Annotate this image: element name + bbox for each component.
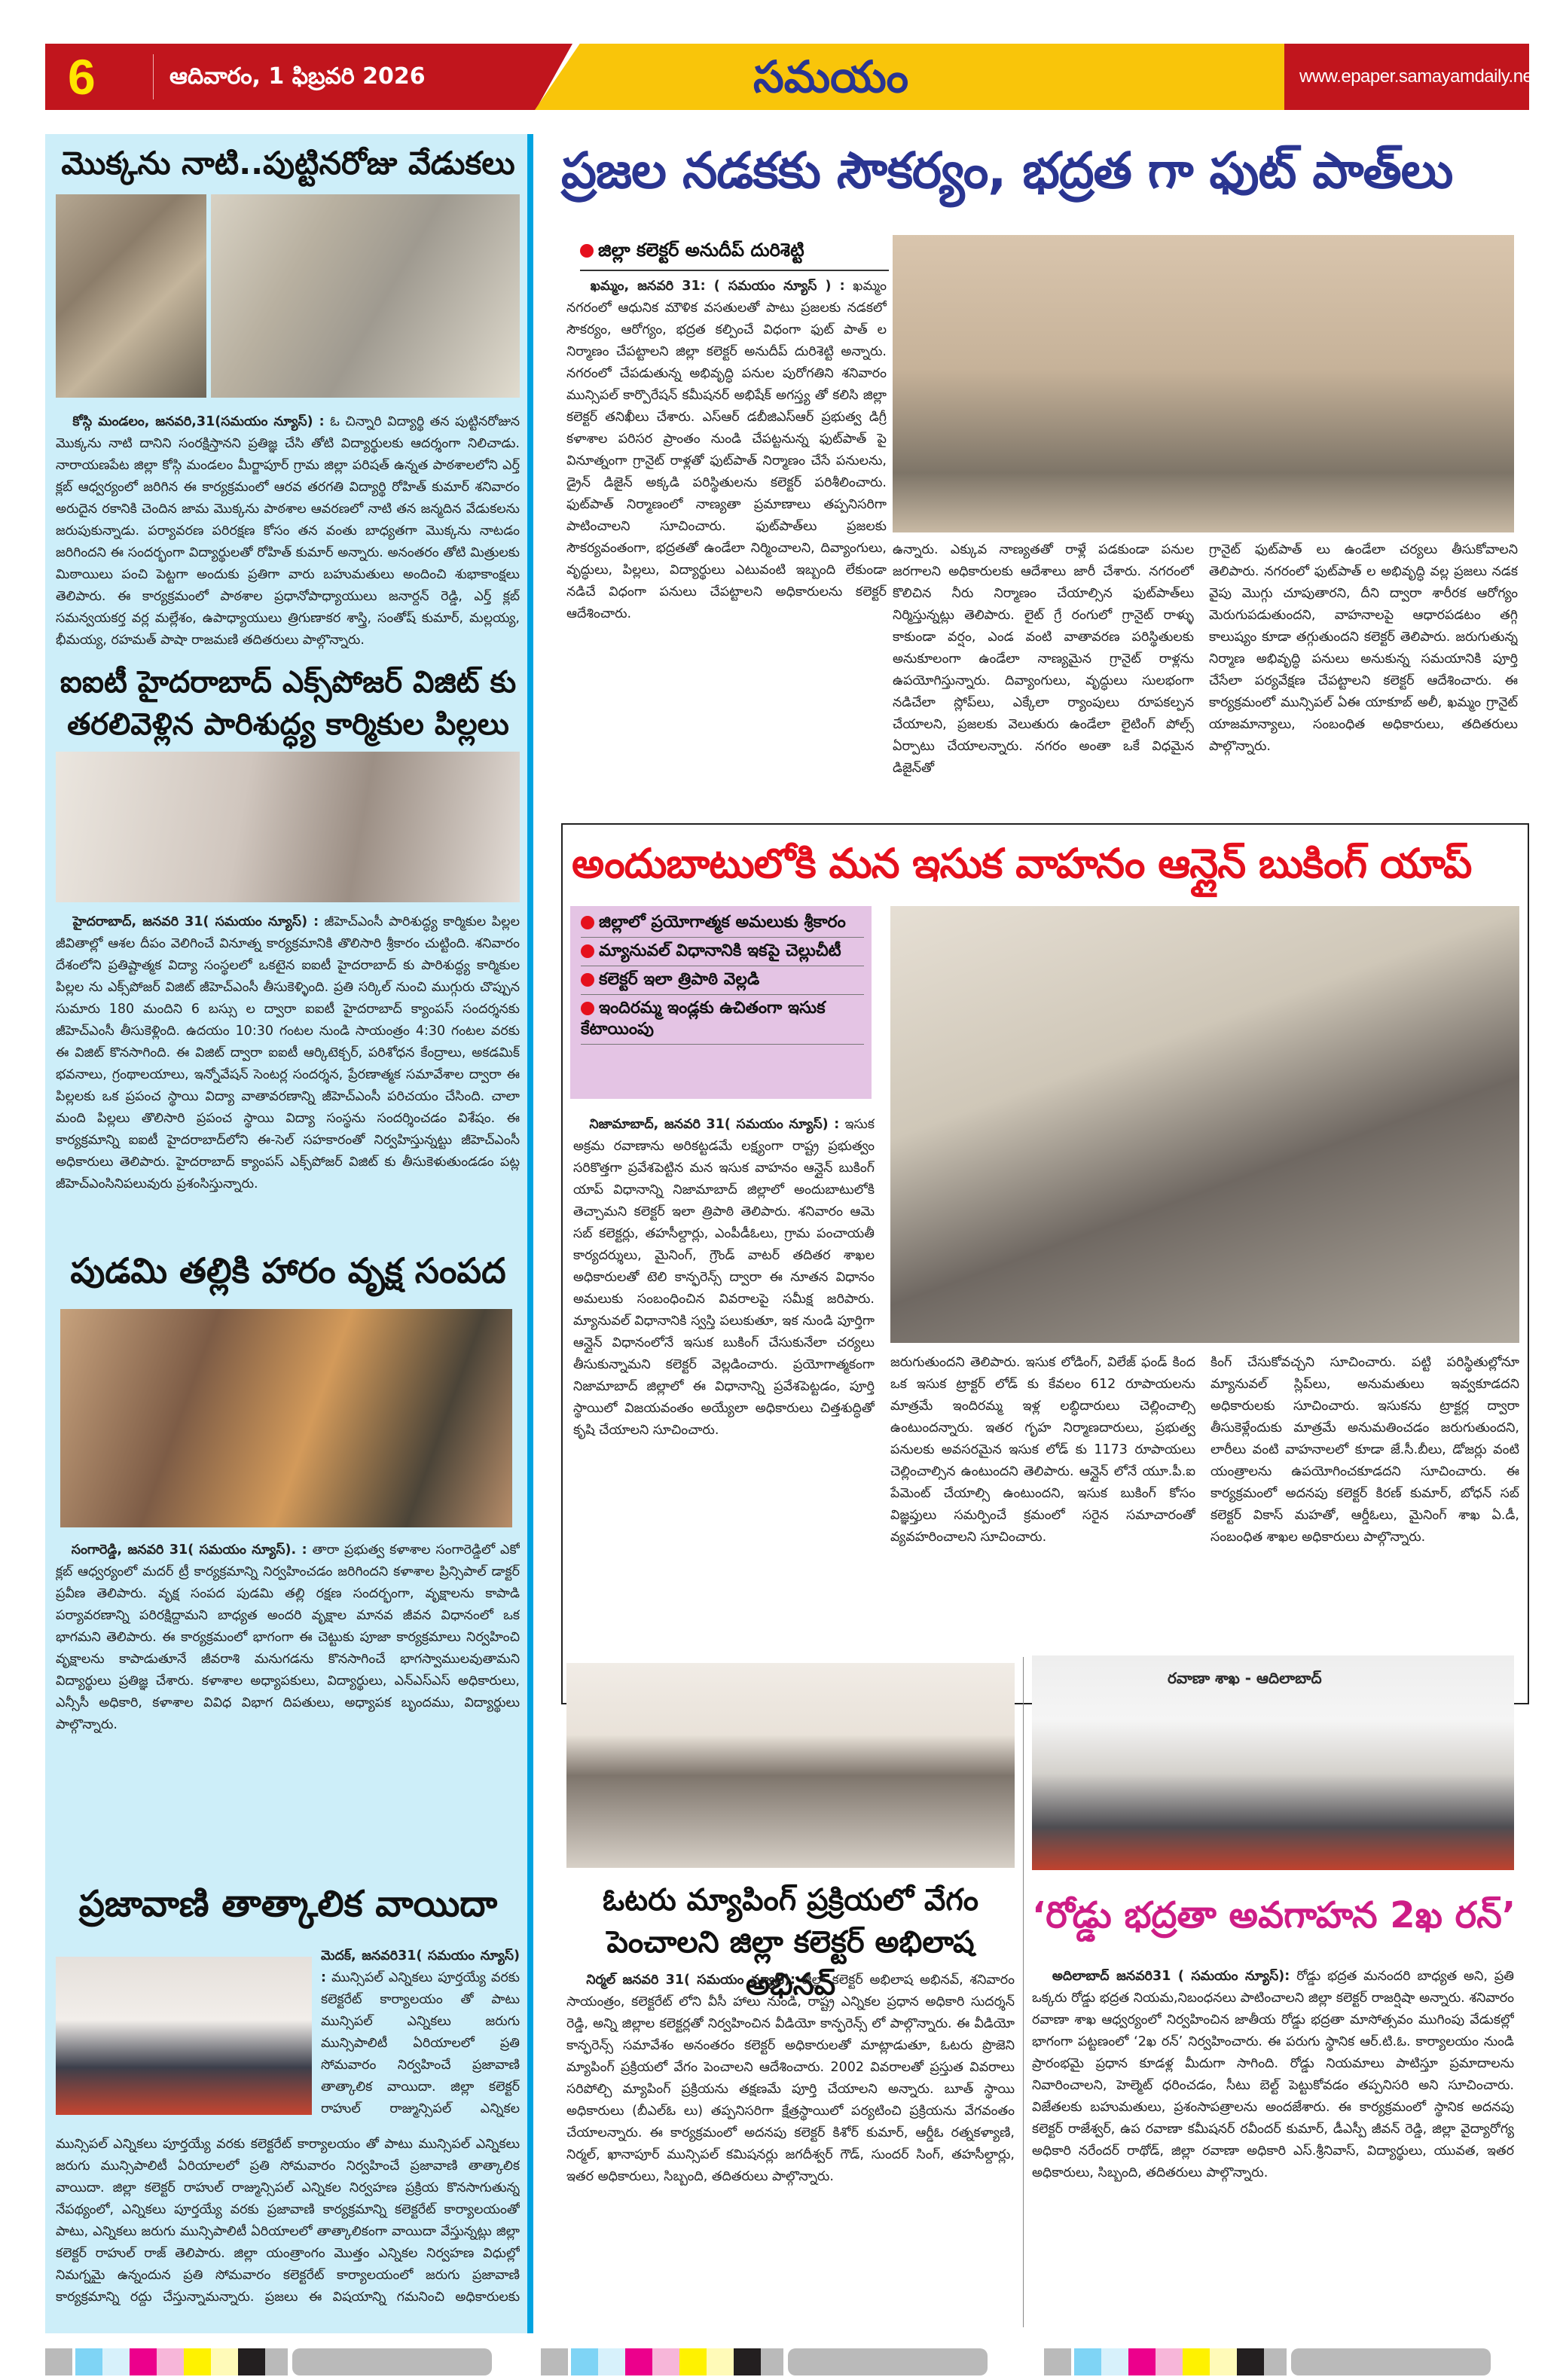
highlight-text: కలెక్టర్ ఇలా త్రిపాఠి వెల్లడి <box>599 970 760 989</box>
color-swatch <box>1128 2348 1156 2375</box>
sand-story-highlights <box>570 906 872 1099</box>
photo-banner-text: రవాణా శాఖ - ఆదిలాబాద్ <box>1168 1669 1322 1687</box>
highlight-text: జిల్లాలో ప్రయోగాత్మక అమలుకు శ్రీకారం <box>599 913 846 932</box>
story2-dateline: హైదరాబాద్, జనవరి 31( సమయం న్యూస్) : <box>72 914 319 929</box>
color-swatch <box>625 2348 652 2375</box>
registration-pill <box>788 2348 988 2375</box>
color-swatch <box>707 2348 734 2375</box>
main-story-headline: ప్రజల నడకకు సౌకర్యం, భద్రత గా ఫుట్ పాత్‌లు <box>561 142 1453 200</box>
story2-headline-line2: తరలివెళ్లిన పారిశుద్ధ్య కార్మికుల పిల్లలు <box>67 707 509 742</box>
highlight-text: ఇందిరమ్మ ఇండ్లకు ఉచితంగా ఇసుక కేటాయింపు <box>581 999 826 1039</box>
voter-story-dateline: నిర్మల్ జనవరి 31( సమయం న్యూస్): <box>586 1973 796 1988</box>
story4-text-continued: మున్సిపల్ ఎన్నికలు పూర్తయ్యే వరకు కలెక్టరేట్ కార్యాలయం తో పాటు మున్సిపల్ ఎన్నికలు జరుగు మున్సిపాలిటీ ఏరియాలలో ప్రతి సోమవారం నిర్వహించే ప్రజావాణి తాత్కాలిక వాయిదా. జిల్లా కలెక్టర్ రాహుల్ రాజ్మున్సిపల్ ఎన్నికల నిర్వహణ ప్రక్రియ కొనసాగుతున్న నేపథ్యంలో, ఎన్నికలు పూర్తయ్యే వరకు ప్రజావాణి కార్యక్రమాన్ని కలెక్టరేట్ కార్యాలయంతో పాటు, ఎన్నికలు జరుగు మున్సిపాలిటీ ఏరియాలలో తాత్కాలికంగా వాయిదా వేస్తున్నట్లు జిల్లా కలెక్టర్ రాహుల్ రాజ్ తెలిపారు. జిల్లా యంత్రాంగం మొత్తం ఎన్నికల నిర్వహణ విధుల్లో నిమగ్నమై ఉన్నందున ప్రతి సోమవారం కలెక్టరేట్ కార్యాలయంలో జరుగు ప్రజావాణి కార్యక్రమాన్ని రద్దు చేస్తున్నామన్నారు. ప్రజలు ఈ విషయాన్ని గమనించి అధికారులకు <box>56 2137 520 2305</box>
story1-photo-left <box>56 194 206 398</box>
highlight-text: మ్యానువల్ విధానానికి ఇకపై చెల్లుచీటీ <box>599 941 841 960</box>
sand-app-story-box <box>561 823 1529 1704</box>
sand-story-col2: జరుగుతుందని తెలిపారు. ఇసుక లోడింగ్, విలేజ్ ఫండ్ కింద ఒక ఇసుక ట్రాక్టర్ లోడ్ కు కేవలం 612 రూపాయలను మాత్రమే ఇందిరమ్మ ఇళ్ల లబ్ధిదారులు చెల్లించాల్సి ఉంటుందన్నారు. ఇతర గృహ నిర్మాణదారులు, ప్రభుత్వ పనులకు అవసరమైన ఇసుక లోడ్ కు 1173 రూపాయలు చెల్లించాల్సిన ఉంటుందని తెలిపారు. ఆన్లైన్ లోనే యూ.పీ.ఐ పేమెంట్ చేయాల్సి ఉంటుందని, ఇసుక బుకింగ్ కోసం విజ్ఞప్తులు సమర్పించే క్రమంలో సరైన సమాచారంతో వ్యవహరించాలని సూచించారు. <box>890 1355 1195 1545</box>
sand-story-col1 <box>573 1114 875 1682</box>
story4-dateline: మెదక్, జనవరి31( సమయం న్యూస్) : <box>321 1948 520 1985</box>
sand-story-col3: కింగ్ చేసుకోవచ్చని సూచించారు. పట్టి పరిస్థితుల్లోనూ మ్యానువల్ స్లిప్‌లు, అనుమతులు ఇవ్వకూడదని అధికారులకు సూచించారు. ఇసుకను ట్రాక్టర్ల ద్వారా తీసుకెళ్లేందుకు మాత్రమే అనుమతించడం జరుగుతుందని, లారీలు వంటి వాహనాలలో కూడా జే.సీ.బీలు, డోజర్లు వంటి యంత్రాలను ఉపయోగించకూడదని సూచించారు. ఈ కార్యక్రమంలో అదనపు కలెక్టర్ కిరణ్ కుమార్, బోధన్ సబ్ కలెక్టర్ వికాస్ మహతో, ఆర్డీఓలు, మైనింగ్ శాఖ ఏ.డీ, సంబంధిత శాఖల అధికారులు పాల్గొన్నారు. <box>1210 1355 1519 1545</box>
main-story-subhead-text: జిల్లా కలెక్టర్ అనుదీప్ దురిశెట్టి <box>598 240 804 261</box>
voter-story-photo <box>566 1663 1015 1868</box>
story1-dateline: కోస్గి మండలం, జనవరి,31(సమయం న్యూస్) : <box>72 414 325 429</box>
color-swatch <box>1264 2348 1287 2375</box>
color-swatch <box>238 2348 265 2375</box>
color-swatch <box>102 2348 130 2375</box>
color-swatch <box>211 2348 238 2375</box>
voter-story-text: జిల్లా కలెక్టర్ అభిలాష అభినవ్, శనివారం సాయంత్రం, కలెక్టరేట్ లోని వీసీ హాలు నుండి, రాష్ట్ర ఎన్నికల ప్రధాన అధికారి సుదర్శన్ రెడ్డి, అన్ని జిల్లాల కలెక్టర్లతో నిర్వహించిన వీడియో కాన్ఫరెన్స్ లో పాల్గొన్నారు. ఈ వీడియో కాన్ఫరెన్స్ సమావేశం అనంతరం కలెక్టర్ అధికారులతో మాట్లాడుతూ, ఓటరు ప్రొజెని మ్యాపింగ్ ప్రక్రియలో వేగం పెంచాలని ఆదేశించారు. 2002 వివరాలతో ప్రస్తుత వివరాలు సరిపోల్చి మ్యాపింగ్ ప్రక్రియను తక్షణమే పూర్తి చేయాలని అన్నారు. బూత్ స్థాయి అధికారులు (బీఎల్ఓ లు) తప్పనిసరిగా క్షేత్రస్థాయిలో పర్యటించి ప్రక్రియను వేగవంతం చేయాలన్నారు. ఈ కార్యక్రమంలో అదనపు కలెక్టర్ కిశోర్ కుమార్, ఆర్డీఓ రత్నకళ్యాణి, నిర్మల్, ఖానాపూర్ మున్సిపల్ కమిషనర్లు జగదీశ్వర్ గౌడ్, సుందర్ సింగ్, తహసీల్దార్లు, ఇతర అధికారులు, సిబ్బంది, తదితరులు పాల్గొన్నారు. <box>566 1973 1015 2184</box>
road-story-dateline: అదిలాబాద్ జనవరి31 ( సమయం న్యూస్): <box>1052 1969 1290 1984</box>
main-story-photo <box>893 235 1514 532</box>
story4-body-side <box>321 1945 520 2120</box>
color-swatch <box>679 2348 707 2375</box>
main-story-col2: ఉన్నారు. ఎక్కువ నాణ్యతతో రాళ్లే పడకుండా పనుల జరగాలని అధికారులకు ఆదేశాలు జారీ చేశారు. నగరంలో కొలిచిన నీరు నిర్మాణం చేయాల్సిన ఫుట్‌పాత్‌లు నిర్మిస్తున్నట్లు తెలిపారు. లైట్ గ్రే రంగులో గ్రానైట్ రాళ్ళు కాకుండా వర్షం, ఎండ వంటి వాతావరణ పరిస్థితులకు అనుకూలంగా ఉండేలా నాణ్యమైన గ్రానైట్ రాళ్లను ఉపయోగిస్తున్నారు. దివ్యాంగులు, వృద్ధులు సులభంగా నడిచేలా స్లోప్‌లు, ఎక్కేలా ర్యాంపులు రూపకల్పన చేయాలని, ప్రజలకు వెలుతురు ఉండేలా లైటింగ్ పోల్స్ ఏర్పాటు చేయాలన్నారు. నగరం అంతా ఒకే విధమైన డిజైన్‌తో <box>893 542 1194 776</box>
story2-headline-line1: ఐఐటీ హైదరాబాద్ ఎక్స్‌పోజర్ విజిట్ కు <box>60 665 517 700</box>
story4-text: మున్సిపల్ ఎన్నికలు పూర్తయ్యే వరకు కలెక్టరేట్ కార్యాలయం తో పాటు మున్సిపల్ ఎన్నికలు జరుగు మున్సిపాలిటీ ఏరియాలలో ప్రతి సోమవారం నిర్వహించే ప్రజావాణి తాత్కాలిక వాయిదా. జిల్లా కలెక్టర్ రాహుల్ రాజ్మున్సిపల్ ఎన్నికల <box>321 1970 520 2116</box>
story2-headline <box>45 661 531 746</box>
bullet-dot-icon <box>581 944 594 958</box>
color-swatch <box>1183 2348 1210 2375</box>
story4-headline: ప్రజావాణి తాత్కాలిక వాయిదా <box>78 1883 498 1925</box>
main-story-col3: గ్రానైట్ ఫుట్‌పాత్ లు ఉండేలా చర్యలు తీసుకోవాలని తెలిపారు. నగరంలో ఫుట్‌పాత్ ల అభివృద్ధి వల్ల ప్రజలు నడక వైపు మొగ్గు చూపుతారని, దీని ద్వారా శారీరక ఆరోగ్యం మెరుగుపడుతుందని, వాహనాలపై ఆధారపడటం తగ్గి కాలుష్యం కూడా తగ్గుతుందని కలెక్టర్ తెలిపారు. జరుగుతున్న నిర్మాణ అభివృద్ధి పనులు అనుకున్న సమయానికి పూర్తి చేసేలా పర్యవేక్షణ చేపట్టాలని కలెక్టర్ ఆదేశించారు. ఈ కార్యక్రమంలో మున్సిపల్ ఏఈ యాకూబ్ అలీ, ఖమ్మం గ్రానైట్ యాజమాన్యాలు, సంబంధిత అధికారులు, తదితరులు పాల్గొన్నారు. <box>1209 542 1518 754</box>
bullet-dot-icon <box>581 1002 594 1015</box>
bullet-dot-icon <box>580 244 594 258</box>
masthead-center-band <box>535 44 1284 110</box>
story3-text: తారా ప్రభుత్వ కళాశాల సంగారెడ్డిలో ఎకో క్లబ్ ఆధ్వర్యంలో మదర్ ట్రీ కార్యక్రమాన్ని నిర్వహించడం జరిగిందని కళాశాల ప్రిన్సిపాల్ డాక్టర్ ప్రవీణ తెలిపారు. వృక్ష సంపద పుడమి తల్లి రక్షణ సందర్భంగా, వృక్షాలను కాపాడి పర్యావరణాన్ని పరిరక్షిద్దామని బాధ్యత అందరి వృక్షాల మానవ జీవన విధానంలో ఒక భాగమని తెలిపారు. ఈ కార్యక్రమంలో భాగంగా ఈ చెట్టుకు పూజా కార్యక్రమాలు నిర్వహించి వృక్షాలను కాపాడుతూనే జీవరాశి మనుగడను కొనసాగించే భాగస్వాములవుతామని విద్యార్థులు ప్రతిజ్ఞ చేశారు. కళాశాల అధ్యాపకులు, విద్యార్థులు, ఎన్ఎస్ఎస్ అధికారులు, ఎన్సీసీ అధికారి, కళాశాల వివిధ విభాగ దిపతులు, అధ్యాపక బృందము, విద్యార్థులు పాల్గొన్నారు. <box>56 1542 520 1732</box>
highlight-item <box>581 998 864 1045</box>
left-column-edge <box>527 134 533 2333</box>
road-story-body <box>1032 1966 1514 2315</box>
registration-pill <box>1291 2348 1491 2375</box>
newspaper-title: సమయం <box>753 51 909 102</box>
story1-body <box>56 411 520 651</box>
story2-body <box>56 911 520 1239</box>
highlight-item <box>581 969 864 995</box>
voter-story-body <box>566 1970 1015 2319</box>
main-story-col1-text: ఖమ్మం నగరంలో ఆధునిక మౌళిక వసతులతో పాటు ప్రజలకు నడకలో సౌకర్యం, ఆరోగ్యం, భద్రత కల్పించే విధంగా ఫుట్ పాత్ ల నిర్మాణం చేపట్టాలని జిల్లా కలెక్టర్ అనుదీప్ దురిశెట్టి అన్నారు. నగరంలో చేపడుతున్న అభివృద్ధి పనుల పురోగతిని శనివారం మున్సిపల్ కార్పొరేషన్ కమీషనర్ అభిషేక్ అగస్త్య తో కలిసి జిల్లా కలెక్టర్ తనిఖీలు చేశారు. ఎస్ఆర్ డబీజిఎస్ఆర్ ప్రభుత్వ డిగ్రీ కళాశాల పరిసర ప్రాంతం నుండి చేపట్టనున్న ఫుట్‌పాత్ పై వినూత్నంగా గ్రానైట్ రాళ్లతో ఫుట్‌పాత్ నిర్మాణం చేసే పనులను, డ్రైన్ డిజైన్ అక్కడి పరిస్థితులను కలెక్టర్ పరిశీలించారు. ఫుట్‌పాత్ నిర్మాణంలో నాణ్యతా ప్రమాణాలు తప్పనిసరిగా పాటించాలని సూచించారు. ఫుట్‌పాత్‌లు ప్రజలకు సౌకర్యవంతంగా, భద్రతతో ఉండేలా నిర్మించాలని, దివ్యాంగులు, వృద్ధులు, పిల్లలు, విద్యార్థులు ఎటువంటి ఇబ్బంది లేకుండా నడిచే విధంగా పనులు చేపట్టాలని అధికారులను కలెక్టర్ ఆదేశించారు. <box>566 279 887 621</box>
voter-headline-line1: ఓటరు మ్యాపింగ్ ప్రక్రియలో వేగం <box>603 1883 978 1918</box>
issue-date: ఆదివారం, 1 ఫిబ్రవరి 2026 <box>169 63 426 90</box>
color-swatch <box>734 2348 761 2375</box>
color-swatch <box>541 2348 568 2375</box>
color-swatch <box>130 2348 157 2375</box>
color-swatch <box>157 2348 184 2375</box>
bullet-dot-icon <box>581 973 594 987</box>
color-swatch <box>761 2348 783 2375</box>
main-story-dateline: ఖమ్మం, జనవరి 31: ( సమయం న్యూస్ ) : <box>590 279 845 294</box>
story2-photo <box>56 752 520 902</box>
left-column <box>45 134 531 2333</box>
story1-headline: మొక్కను నాటి..పుట్టినరోజు వేడుకలు <box>61 145 515 182</box>
story1-photo-right <box>211 194 520 398</box>
story3-photo <box>60 1309 512 1527</box>
story3-dateline: సంగారెడ్డి, జనవరి 31( సమయం న్యూస్). : <box>71 1542 307 1558</box>
highlight-item <box>581 941 864 966</box>
road-story-photo <box>1032 1655 1514 1870</box>
story1-text: ఓ చిన్నారి విద్యార్థి తన పుట్టినరోజున మొక్కను నాటి దానిని సంరక్షిస్తానని ప్రతిజ్ఞ చేసి తోటి విద్యార్థులకు ఆదర్శంగా నిలిచాడు. నారాయణపేట జిల్లా కోస్గి మండలం మీర్జాపూర్ గ్రామ జిల్లా పరిషత్ ఉన్నత పాఠశాలలోని ఎర్త్ క్లబ్ ఆధ్వర్యంలో జరిగిన ఈ కార్యక్రమంలో ఆరవ తరగతి విద్యార్థి రోహిత్ కుమార్ శనివారం అరుదైన రకానికి చెందిన జామ మొక్కను పాఠశాల ఆవరణలో నాటి తన జన్మదిన వేడుకలను జరుపుకున్నాడు. పర్యావరణ పరిరక్షణ కోసం తన వంతు బాధ్యతగా మొక్కను నాటడం జరిగిందని ఈ సందర్భంగా విద్యార్థులతో రోహిత్ కుమార్ అన్నారు. అనంతరం తోటి మిత్రులకు మిఠాయిలు పంచి పెట్టగా అందుకు ప్రతిగా వారు బహుమతులు అందించి శుభాకాంక్షలు తెలిపారు. ఈ కార్యక్రమంలో పాఠశాల ప్రధానోపాధ్యాయులు జనార్దన్ రెడ్డి, ఎర్త్ క్లబ్ సమన్వయకర్త వర్ల మల్లేశం, ఉపాధ్యాయులు త్రిగుణాకర శాస్త్రి, సంతోష్ కుమార్, మల్లయ్య, భీమయ్య, రహమత్ పాషా రాజమణి తదితరులు పాల్గొన్నారు. <box>56 414 520 648</box>
color-swatch <box>184 2348 211 2375</box>
story3-body <box>56 1539 520 1867</box>
main-story-subhead <box>580 240 804 265</box>
color-swatch <box>1074 2348 1101 2375</box>
column-separator <box>1023 1657 1024 2327</box>
color-swatch <box>1044 2348 1071 2375</box>
color-swatch <box>75 2348 102 2375</box>
bullet-dot-icon <box>581 916 594 929</box>
voter-headline-line2: పెంచాలని జిల్లా కలెక్టర్ అభిలాష అభినవ్ <box>606 1925 975 2002</box>
sand-story-meeting-photo <box>890 906 1519 1343</box>
registration-pill <box>292 2348 492 2375</box>
epaper-url-link[interactable]: www.epaper.samayamdaily.net <box>1299 66 1537 87</box>
sand-story-headline: అందుబాటులోకి మన ఇసుక వాహనం ఆన్లైన్ బుకింగ్ యాప్ <box>572 840 1472 887</box>
story4-collector-photo <box>56 1957 312 2115</box>
masthead <box>45 44 1537 110</box>
road-story-headline: ‘రోడ్డు భద్రతా అవగాహన 2ఖ రన్’ <box>1032 1894 1516 1936</box>
color-swatch <box>265 2348 288 2375</box>
story3-headline: పుడమి తల్లికి హారం వృక్ష సంపద <box>70 1250 506 1291</box>
sand-story-col1-text: ఇసుక అక్రమ రవాణాను అరికట్టడమే లక్ష్యంగా రాష్ట్ర ప్రభుత్వం సరికొత్తగా ప్రవేశపెట్టిన మన ఇసుక వాహనం ఆన్లైన్ బుకింగ్ యాప్ విధానాన్ని నిజామాబాద్ జిల్లాలో అందుబాటులోకి తెచ్చామని కలెక్టర్ ఇలా త్రిపాఠి తెలిపారు. శనివారం ఆమె సబ్ కలెక్టర్లు, తహసీల్దార్లు, ఎంపీడీఓలు, గ్రామ పంచాయతీ కార్యదర్శులు, మైనింగ్, గ్రౌండ్ వాటర్ తదితర శాఖల అధికారులతో టెలి కాన్ఫరెన్స్ ద్వారా ఈ నూతన విధానం అమలుకు సంబంధించిన వివరాలపై సమీక్ష జరిపారు. మ్యానువల్ విధానానికి స్వస్తి పలుకుతూ, ఇక నుండి పూర్తిగా ఆన్లైన్ విధానంలోనే ఇసుక బుకింగ్ చేసుకునేలా చర్యలు తీసుకున్నామని కలెక్టర్ వెల్లడించారు. ప్రయోగాత్మకంగా నిజామాబాద్ జిల్లాలో ఈ విధానాన్ని ప్రవేశపెట్టడం, పూర్తి స్థాయిలో విజయవంతం అయ్యేలా అధికారులు చిత్తశుద్ధితో కృషి చేయాలని సూచించారు. <box>573 1117 875 1438</box>
color-swatch <box>1210 2348 1237 2375</box>
subhead-rule <box>580 270 889 271</box>
story2-text: జీహెచ్ఎంసీ పారిశుద్ధ్య కార్మికుల పిల్లల జీవితాల్లో ఆశల దీపం వెలిగించే వినూత్న కార్యక్రమానికి తొలిసారి శ్రీకారం చుట్టింది. శనివారం దేశంలోని ప్రతిష్టాత్మక విద్యా సంస్థలలో ఒకటైన ఐఐటీ హైదరాబాద్ కు పారిశుద్ధ్య కార్మికుల పిల్లల ను ఎక్స్‌పోజర్ విజిట్ జీహెచ్ఎంసీ తీసుకెళ్ళింది. ప్రతి సర్కిల్ నుంచి ముగ్గురు చొప్పున సుమారు 180 మందిని 6 బస్సు ల ద్వారా ఐఐటీ హైదరాబాద్ క్యాంపస్ సందర్శనకు జీహెచ్ఎంసీ తీసుకెళ్లింది. ఉదయం 10:30 గంటల నుండి సాయంత్రం 4:30 గంటల వరకు ఈ విజిట్ కొనసాగింది. ఈ విజిట్ ద్వారా ఐఐటీ ఆర్కిటెక్చర్, పరిశోధన కేంద్రాలు, అకడమిక్ భవనాలు, గ్రంథాలయాలు, ఇన్నోవేషన్ సెంటర్ల సందర్శన, ప్రేరణాత్మక సమావేశాల ద్వారా ఈ పిల్లలకు ఒక ప్రపంచ స్థాయి విద్యా వాతావరణాన్ని జీహెచ్ఎంసీ పరిచయం చేసింది. చాలా మంది పిల్లలు తొలిసారి ప్రపంచ స్థాయి విద్యా సంస్థను సందర్శించడం విశేషం. ఈ కార్యక్రమాన్ని ఐఐటీ హైదరాబాద్‌లోని ఈ-సెల్ సహకారంతో నిర్వహిస్తున్నట్టు జీహెచ్ఎంసీ అధికారులు తెలిపారు. హైదరాబాద్ క్యాంపస్ ఎక్స్‌పోజర్ విజిట్ కు తీసుకెళుతుండడం పట్ల జీహెచ్ఎంసినిపలువురు ప్రశంసిస్తున్నారు. <box>56 914 520 1192</box>
highlight-item <box>581 912 864 938</box>
page-number: 6 <box>68 49 96 105</box>
color-swatch <box>1156 2348 1183 2375</box>
masthead-divider <box>153 54 154 99</box>
color-swatch <box>1237 2348 1264 2375</box>
road-story-text: రోడ్డు భద్రత మనందరి బాధ్యత అని, ప్రతి ఒక్కరు రోడ్డు భద్రత నియమ,నిబంధనలు పాటించాలని జిల్లా కలెక్టర్ రాజర్షిషా అన్నారు. శనివారం రవాణా శాఖ ఆధ్వర్యంలో నిర్వహించిన జాతీయ రోడ్డు భద్రతా మాసోత్సవం ముగింపు వేడుకల్లో భాగంగా పట్టణంలో ‘2ఖ రన్’ నిర్వహించారు. ఈ పరుగు స్థానిక ఆర్.టి.ఓ. కార్యాలయం నుండి ప్రారంభమై ప్రధాన కూడళ్ల మీదుగా సాగింది. రోడ్డు నియమాలు పాటిస్తూ ప్రమాదాలను నివారించాలని, హెల్మెట్ ధరించడం, సీటు బెల్ట్ పెట్టుకోవడం తప్పనిసరి అని సూచించారు. విజేతలకు బహుమతులు, ప్రశంసాపత్రాలను అందజేశారు. ఈ కార్యక్రమంలో స్థానిక అదనపు కలెక్టర్ రాజేశ్వర్, ఉప రవాణా కమీషనర్ రవీందర్ కుమార్, డీఎస్పీ జీవన్ రెడ్డి, జిల్లా వైద్యారోగ్య అధికారి నరేందర్ రాథోడ్, జిల్లా రవాణా అధికారి ఎస్.శ్రీనివాస్, విద్యార్థులు, యువత, ఇతర అధికారులు, సిబ్బంది, తదితరులు పాల్గొన్నారు. <box>1032 1969 1514 2180</box>
main-story-col1 <box>566 276 887 800</box>
color-swatch <box>652 2348 679 2375</box>
color-swatch <box>1101 2348 1128 2375</box>
color-swatch <box>598 2348 625 2375</box>
story4-body-continued <box>56 2134 520 2308</box>
color-swatch <box>571 2348 598 2375</box>
color-swatch <box>45 2348 72 2375</box>
sand-story-dateline: నిజామాబాద్, జనవరి 31( సమయం న్యూస్) : <box>589 1117 840 1132</box>
